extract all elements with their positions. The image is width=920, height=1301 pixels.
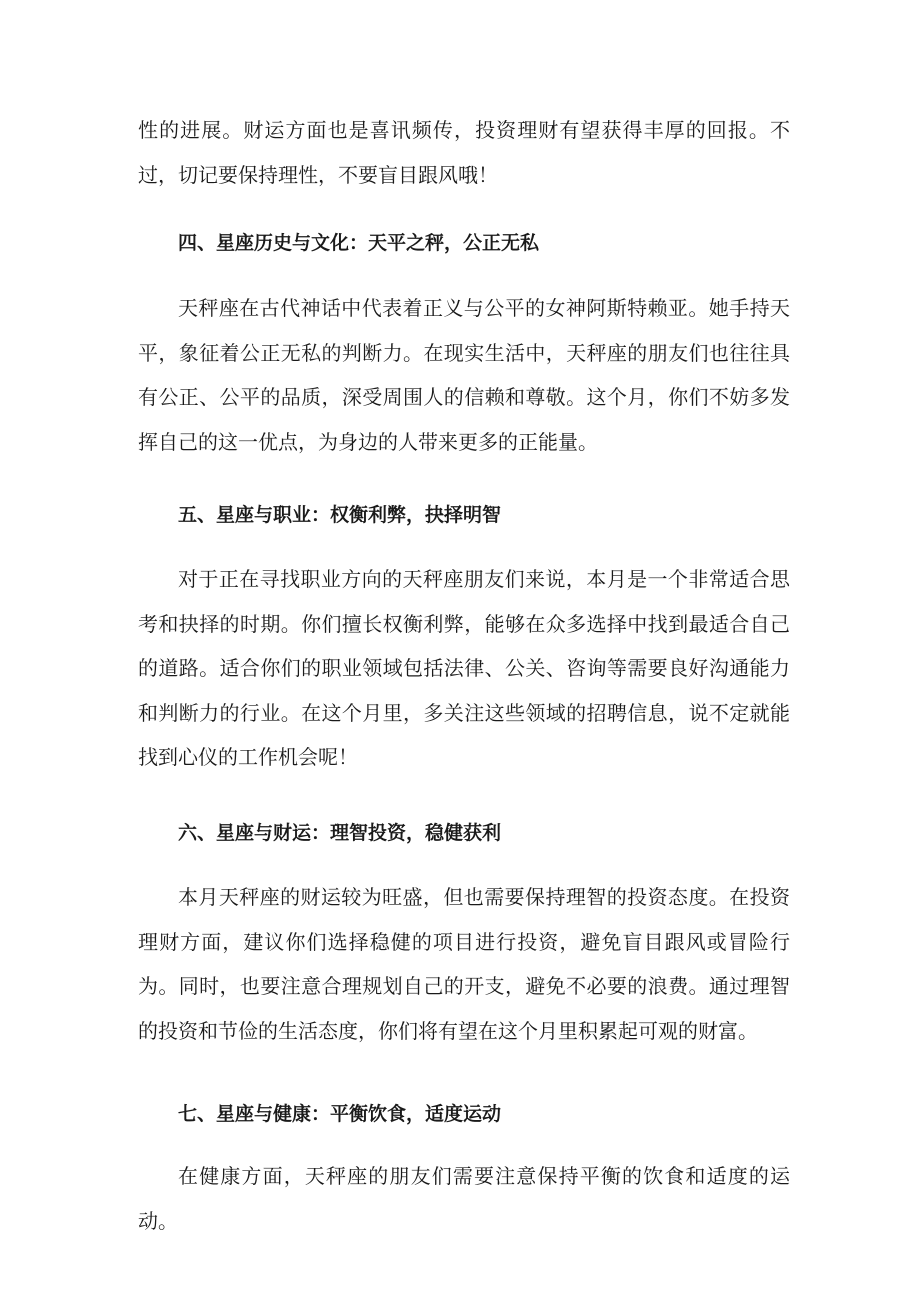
section-heading-history-culture: 四、星座历史与文化：天平之秤，公正无私: [178, 232, 540, 254]
section-heading-career: 五、星座与职业：权衡利弊，抉择明智: [178, 504, 502, 526]
paragraph-health: 在健康方面，天秤座的朋友们需要注意保持平衡的饮食和适度的运动。: [138, 1164, 790, 1233]
paragraph-history-culture: 天秤座在古代神话中代表着正义与公平的女神阿斯特赖亚。她手持天平，象征着公正无私的判断力。在现实生活中，天秤座的朋友们也往往具有公正、公平的品质，深受周围人的信赖和尊敬。这个月，你们不妨多发挥自己的这一优点，为身边的人带来更多的正能量。: [138, 296, 790, 454]
section-heading-health: 七、星座与健康：平衡饮食，适度运动: [178, 1103, 502, 1125]
section-heading-wealth: 六、星座与财运：理智投资，稳健获利: [178, 822, 502, 844]
paragraph-career: 对于正在寻找职业方向的天秤座朋友们来说，本月是一个非常适合思考和抉择的时期。你们擅长权衡利弊，能够在众多选择中找到最适合自己的道路。适合你们的职业领域包括法律、公关、咨询等需要良好沟通能力和判断力的行业。在这个月里，多关注这些领域的招聘信息，说不定就能找到心仪的工作机会呢！: [138, 567, 790, 769]
paragraph-wealth: 本月天秤座的财运较为旺盛，但也需要保持理智的投资态度。在投资理财方面，建议你们选择稳健的项目进行投资，避免盲目跟风或冒险行为。同时，也要注意合理规划自己的开支，避免不必要的浪费。通过理智的投资和节俭的生活态度，你们将有望在这个月里积累起可观的财富。: [138, 885, 790, 1043]
paragraph-continuation: 性的进展。财运方面也是喜讯频传，投资理财有望获得丰厚的回报。不过，切记要保持理性，不要盲目跟风哦！: [138, 118, 790, 187]
